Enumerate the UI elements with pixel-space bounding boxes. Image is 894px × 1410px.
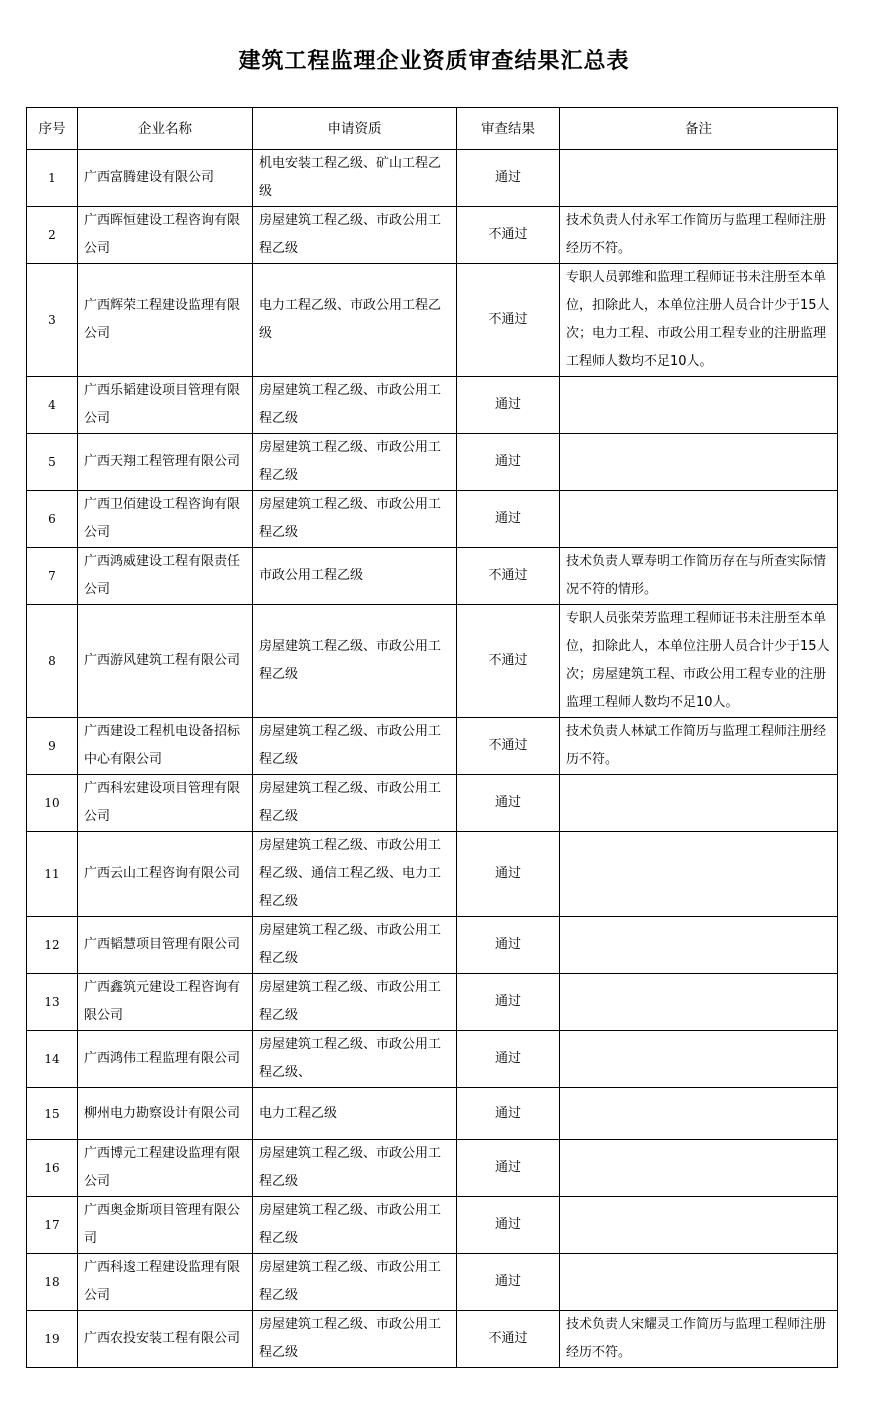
row-remarks-cell (560, 377, 838, 434)
row-result-cell: 通过 (457, 775, 560, 832)
table-row (27, 1088, 838, 1140)
table-row (27, 974, 838, 1031)
row-qualification-cell: 房屋建筑工程乙级、市政公用工程乙级 (253, 491, 457, 548)
table-row (27, 1197, 838, 1254)
row-company-name-cell: 广西农投安装工程有限公司 (78, 1311, 253, 1368)
row-result-cell: 通过 (457, 1140, 560, 1197)
table-row (27, 1140, 838, 1197)
table-row (27, 1254, 838, 1311)
row-result-cell: 通过 (457, 150, 560, 207)
row-company-name-cell: 广西奥金斯项目管理有限公司 (78, 1197, 253, 1254)
table-row (27, 150, 838, 207)
row-qualification-cell: 房屋建筑工程乙级、市政公用工程乙级 (253, 1140, 457, 1197)
row-remarks-cell (560, 1031, 838, 1088)
row-remarks-cell: 技术负责人林斌工作简历与监理工程师注册经历不符。 (560, 718, 838, 775)
row-remarks-cell: 技术负责人覃寿明工作简历存在与所查实际情况不符的情形。 (560, 548, 838, 605)
row-serial-cell: 7 (27, 548, 78, 605)
row-company-name-cell: 广西游风建筑工程有限公司 (78, 605, 253, 718)
header-serial: 序号 (27, 108, 78, 150)
row-result-cell: 不通过 (457, 718, 560, 775)
row-qualification-cell: 房屋建筑工程乙级、市政公用工程乙级 (253, 974, 457, 1031)
row-serial-cell: 9 (27, 718, 78, 775)
row-serial-cell: 1 (27, 150, 78, 207)
row-remarks-cell: 专职人员郭维和监理工程师证书未注册至本单位，扣除此人，本单位注册人员合计少于15人次；电力工程、市政公用工程专业的注册监理工程师人数均不足10人。 (560, 264, 838, 377)
row-qualification-cell: 房屋建筑工程乙级、市政公用工程乙级 (253, 718, 457, 775)
row-qualification-cell: 房屋建筑工程乙级、市政公用工程乙级 (253, 1254, 457, 1311)
row-remarks-cell (560, 1088, 838, 1140)
row-result-cell: 不通过 (457, 605, 560, 718)
row-result-cell: 不通过 (457, 207, 560, 264)
row-company-name-cell: 柳州电力勘察设计有限公司 (78, 1088, 253, 1140)
row-company-name-cell: 广西云山工程咨询有限公司 (78, 832, 253, 917)
row-serial-cell: 8 (27, 605, 78, 718)
row-company-name-cell: 广西鸿威建设工程有限责任公司 (78, 548, 253, 605)
row-remarks-cell: 技术负责人宋耀灵工作简历与监理工程师注册经历不符。 (560, 1311, 838, 1368)
row-result-cell: 通过 (457, 1031, 560, 1088)
row-qualification-cell: 电力工程乙级 (253, 1088, 457, 1140)
row-company-name-cell: 广西鑫筑元建设工程咨询有限公司 (78, 974, 253, 1031)
row-remarks-cell (560, 1140, 838, 1197)
row-remarks-cell (560, 434, 838, 491)
row-qualification-cell: 房屋建筑工程乙级、市政公用工程乙级 (253, 1311, 457, 1368)
table-row (27, 1311, 838, 1368)
row-qualification-cell: 市政公用工程乙级 (253, 548, 457, 605)
row-company-name-cell: 广西富腾建设有限公司 (78, 150, 253, 207)
table-header-row (27, 108, 838, 150)
row-serial-cell: 17 (27, 1197, 78, 1254)
row-result-cell: 通过 (457, 832, 560, 917)
header-company-name: 企业名称 (78, 108, 253, 150)
row-company-name-cell: 广西辉荣工程建设监理有限公司 (78, 264, 253, 377)
row-remarks-cell: 专职人员张荣芳监理工程师证书未注册至本单位，扣除此人，本单位注册人员合计少于15人次；房屋建筑工程、市政公用工程专业的注册监理工程师人数均不足10人。 (560, 605, 838, 718)
row-serial-cell: 12 (27, 917, 78, 974)
row-remarks-cell (560, 974, 838, 1031)
table-row (27, 605, 838, 718)
table-row (27, 548, 838, 605)
row-company-name-cell: 广西天翔工程管理有限公司 (78, 434, 253, 491)
row-result-cell: 通过 (457, 434, 560, 491)
row-remarks-cell (560, 917, 838, 974)
header-qualification: 申请资质 (253, 108, 457, 150)
row-company-name-cell: 广西博元工程建设监理有限公司 (78, 1140, 253, 1197)
row-serial-cell: 3 (27, 264, 78, 377)
table-row (27, 207, 838, 264)
row-qualification-cell: 电力工程乙级、市政公用工程乙级 (253, 264, 457, 377)
table-row (27, 264, 838, 377)
table-row (27, 917, 838, 974)
table-row (27, 718, 838, 775)
row-qualification-cell: 房屋建筑工程乙级、市政公用工程乙级、通信工程乙级、电力工程乙级 (253, 832, 457, 917)
document-title: 建筑工程监理企业资质审查结果汇总表 (238, 48, 630, 74)
row-serial-cell: 6 (27, 491, 78, 548)
row-serial-cell: 4 (27, 377, 78, 434)
row-serial-cell: 16 (27, 1140, 78, 1197)
row-remarks-cell (560, 1197, 838, 1254)
row-result-cell: 通过 (457, 1254, 560, 1311)
table-row (27, 491, 838, 548)
row-serial-cell: 2 (27, 207, 78, 264)
row-qualification-cell: 房屋建筑工程乙级、市政公用工程乙级 (253, 1197, 457, 1254)
row-qualification-cell: 房屋建筑工程乙级、市政公用工程乙级、 (253, 1031, 457, 1088)
row-remarks-cell (560, 150, 838, 207)
row-serial-cell: 5 (27, 434, 78, 491)
row-serial-cell: 10 (27, 775, 78, 832)
row-qualification-cell: 房屋建筑工程乙级、市政公用工程乙级 (253, 207, 457, 264)
row-company-name-cell: 广西乐韬建设项目管理有限公司 (78, 377, 253, 434)
row-company-name-cell: 广西科宏建设项目管理有限公司 (78, 775, 253, 832)
row-remarks-cell (560, 491, 838, 548)
table-row (27, 775, 838, 832)
table-row (27, 434, 838, 491)
table-row (27, 1031, 838, 1088)
row-serial-cell: 11 (27, 832, 78, 917)
header-review-result: 审查结果 (457, 108, 560, 150)
row-serial-cell: 18 (27, 1254, 78, 1311)
row-result-cell: 通过 (457, 491, 560, 548)
header-remarks: 备注 (560, 108, 838, 150)
row-company-name-cell: 广西科逡工程建设监理有限公司 (78, 1254, 253, 1311)
row-company-name-cell: 广西晖恒建设工程咨询有限公司 (78, 207, 253, 264)
row-remarks-cell (560, 832, 838, 917)
row-remarks-cell (560, 1254, 838, 1311)
row-result-cell: 通过 (457, 917, 560, 974)
row-company-name-cell: 广西鸿伟工程监理有限公司 (78, 1031, 253, 1088)
row-qualification-cell: 房屋建筑工程乙级、市政公用工程乙级 (253, 377, 457, 434)
row-result-cell: 通过 (457, 377, 560, 434)
row-result-cell: 通过 (457, 974, 560, 1031)
table-row (27, 377, 838, 434)
row-company-name-cell: 广西韬慧项目管理有限公司 (78, 917, 253, 974)
row-serial-cell: 15 (27, 1088, 78, 1140)
row-remarks-cell (560, 775, 838, 832)
row-serial-cell: 19 (27, 1311, 78, 1368)
row-qualification-cell: 房屋建筑工程乙级、市政公用工程乙级 (253, 775, 457, 832)
row-company-name-cell: 广西建设工程机电设备招标中心有限公司 (78, 718, 253, 775)
row-result-cell: 不通过 (457, 548, 560, 605)
row-serial-cell: 14 (27, 1031, 78, 1088)
row-qualification-cell: 房屋建筑工程乙级、市政公用工程乙级 (253, 434, 457, 491)
table-body (27, 150, 838, 1368)
table-row (27, 832, 838, 917)
row-result-cell: 通过 (457, 1088, 560, 1140)
row-qualification-cell: 房屋建筑工程乙级、市政公用工程乙级 (253, 917, 457, 974)
results-table (26, 107, 838, 1368)
row-qualification-cell: 机电安装工程乙级、矿山工程乙级 (253, 150, 457, 207)
row-remarks-cell: 技术负责人付永军工作简历与监理工程师注册经历不符。 (560, 207, 838, 264)
row-result-cell: 不通过 (457, 1311, 560, 1368)
row-serial-cell: 13 (27, 974, 78, 1031)
row-qualification-cell: 房屋建筑工程乙级、市政公用工程乙级 (253, 605, 457, 718)
row-result-cell: 不通过 (457, 264, 560, 377)
row-result-cell: 通过 (457, 1197, 560, 1254)
row-company-name-cell: 广西卫佰建设工程咨询有限公司 (78, 491, 253, 548)
